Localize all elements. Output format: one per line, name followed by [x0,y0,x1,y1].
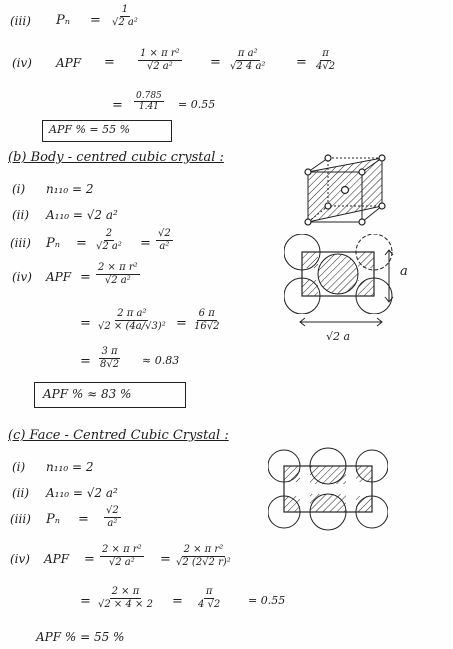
width-arrow [298,316,384,328]
height-arrow [382,248,396,304]
equals-sign: = [80,354,91,369]
fraction-numerator: 1 × π r² [140,48,180,59]
equals-sign: = [112,98,123,113]
fraction-denominator: √2 a² [108,556,135,568]
dimension-sqrt2a-label: √2 a [326,330,351,343]
bcc-pn-fraction [94,228,124,252]
label-c-i: (i) [12,460,26,474]
equals-sign: = [176,316,187,331]
apf-label: APF [46,270,72,284]
pn-denominator: √2 a² [112,16,138,28]
pn-fraction [110,4,140,28]
fraction-numerator: 2 × π r² [102,544,142,555]
equals-sign: = [84,552,95,567]
bcc-apf-fraction-3 [192,308,221,332]
fraction-denominator: √2 a² [104,274,131,286]
bcc-apf-fraction-4 [98,346,121,370]
fcc-pn-fraction [104,505,121,529]
bcc-plane-diagram [284,234,396,314]
label-c-iv: (iv) [10,552,30,566]
result-value: = 0.55 [178,98,216,111]
pn-numerator: 1 [121,4,129,15]
equals-sign: = [80,594,91,609]
apf-result-box [42,120,172,142]
equals-sign: = [160,552,171,567]
fraction-denominator: 1.41 [138,102,159,113]
equals-sign: = [80,270,91,285]
label-b-iii: (iii) [10,236,31,250]
fraction-denominator: 8√2 [100,358,120,370]
apf-fraction-1 [138,48,182,72]
fcc-apf-fraction-3 [96,586,155,610]
apf-result-text: APF % = 55 % [49,123,131,136]
bcc-cube-diagram [296,150,388,230]
label-c-ii: (ii) [12,486,30,500]
bcc-apf-fraction-2 [96,308,168,332]
fraction-numerator: 2 π a² [117,308,147,319]
fcc-heading: (c) Face - Centred Cubic Crystal : [8,428,229,443]
bcc-heading: (b) Body - centred cubic crystal : [8,150,224,165]
fraction-denominator: 4 √2 [198,598,221,610]
fraction-denominator: 4√2 [316,60,336,72]
fraction-denominator: √2 × 4 × 2 [98,598,153,610]
fraction-denominator: √2 a² [96,240,122,252]
fraction-numerator: 2 × π [111,586,140,597]
fcc-a110: A₁₁₀ = √2 a² [46,486,118,500]
fraction-numerator: π [205,586,213,597]
fcc-plane-diagram [268,446,388,534]
apf-fraction-3 [314,48,337,72]
apf-label: APF [44,552,70,566]
fcc-apf-fraction-2 [174,544,233,568]
fraction-numerator: 3 π [101,346,118,357]
apf-fraction-4 [134,91,164,113]
fraction-numerator: √2 [106,505,119,516]
equals-sign: = [90,13,101,28]
fraction-denominator: a² [107,517,118,529]
equals-sign: = [210,55,221,70]
pn-symbol: Pₙ [56,13,71,28]
label-a-iv: (iv) [12,56,32,70]
equals-sign: = [80,316,91,331]
fcc-apf-fraction-1 [100,544,144,568]
fraction-numerator: 2 [105,228,113,239]
fcc-final-apf: APF % = 55 % [36,630,125,644]
label-a-iii: (iii) [10,14,31,28]
equals-sign: = [76,236,87,251]
fraction-numerator: √2 [158,228,171,239]
fraction-numerator: 6 π [198,308,215,319]
equals-sign: = [140,236,151,251]
bcc-pn-fraction-2 [156,228,173,252]
apf-fraction-2 [228,48,267,72]
equals-sign: = [104,55,115,70]
fraction-denominator: a² [159,240,170,252]
fraction-denominator: √2 × (4a/√3)² [98,320,166,332]
fraction-numerator: 2 × π r² [98,262,138,273]
fraction-numerator: π [322,48,329,59]
bcc-apf-result-box [34,382,186,408]
fcc-result-value: = 0.55 [248,594,286,607]
equals-sign: = [78,512,89,527]
label-b-ii: (ii) [12,208,30,222]
bcc-apf-fraction-1 [96,262,140,286]
fraction-denominator: √2 4 a² [230,60,266,72]
fraction-numerator: π a² [237,48,258,59]
equals-sign: = [296,55,307,70]
bcc-n110: n₁₁₀ = 2 [46,182,94,196]
fraction-denominator: √2 a² [146,60,173,72]
label-b-i: (i) [12,182,26,196]
label-c-iii: (iii) [10,512,31,526]
fraction-denominator: √2 (2√2 r)² [176,556,231,568]
fraction-numerator: 0.785 [136,91,162,101]
fcc-n110: n₁₁₀ = 2 [46,460,94,474]
fraction-denominator: 16√2 [194,320,220,332]
bcc-approx-value: ≈ 0.83 [142,354,180,367]
dimension-a-label: a [400,264,408,279]
apf-label: APF [56,56,82,70]
bcc-a110: A₁₁₀ = √2 a² [46,208,118,222]
label-b-iv: (iv) [12,270,32,284]
bcc-apf-result-text: APF % ≈ 83 % [43,387,132,401]
equals-sign: = [172,594,183,609]
fcc-apf-fraction-4 [196,586,222,610]
pn-symbol: Pₙ [46,236,61,251]
pn-symbol: Pₙ [46,512,61,527]
fraction-numerator: 2 × π r² [183,544,224,555]
